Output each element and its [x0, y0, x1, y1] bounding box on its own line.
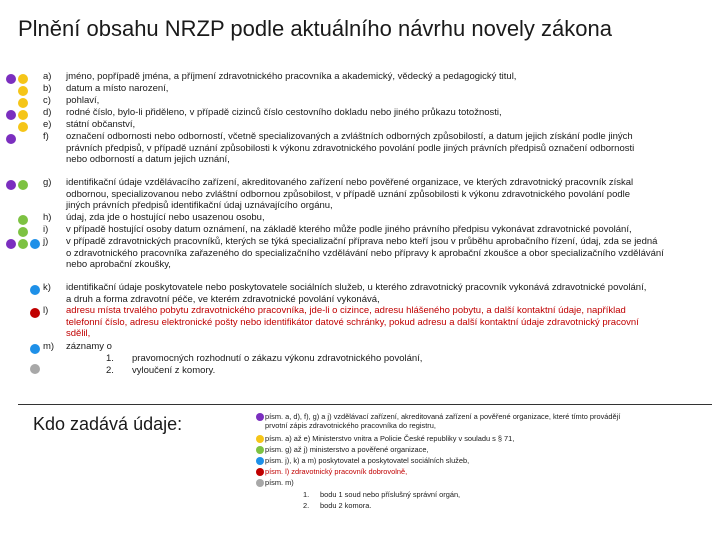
item-letter: e) — [43, 119, 52, 130]
item-text: jméno, popřípadě jména, a příjmení zdravotnického pracovníka a akademický, vědecký a pedagogický titul, — [66, 71, 517, 82]
yellow-marker-dot — [18, 86, 28, 96]
item-markers — [0, 0, 60, 380]
item-letter: d) — [43, 107, 52, 118]
item-letter: c) — [43, 95, 51, 106]
grey-legend-dot — [256, 479, 264, 487]
item-letter: i) — [43, 224, 49, 235]
purple-legend-dot — [256, 413, 264, 421]
blue-legend-dot — [256, 457, 264, 465]
green-marker-dot — [18, 215, 28, 225]
legend-text: písm. l) zdravotnický pracovník dobrovolně, — [265, 467, 408, 476]
page-title: Plnění obsahu NRZP podle aktuálního návrhu novely zákona — [18, 16, 612, 41]
item-text: označení odbornosti nebo odborností, včetně specializovaných a zvláštních odborných způsobilostí, a datum jejich získání podle jiných právních předpisů, v případě uznání způsobilosti k výkonu zdravotnického povolání podle jiných právních předpisů označení odbornosti nebo odborností a datum jejich uznání, — [66, 131, 635, 166]
item-text: adresu místa trvalého pobytu zdravotnického pracovníka, jde-li o cizince, adresu hlášeného pobytu, a další kontaktní údaje, například telefonní číslo, adresu elektronické pošty nebo identifikátor datové schránky, pokud adresu a další kontaktní údaje zdravotnický pracovní sdělil, — [66, 305, 639, 340]
green-marker-dot — [18, 239, 28, 249]
green-marker-dot — [18, 227, 28, 237]
item-letter: l) — [43, 305, 49, 316]
grey-marker-dot — [30, 364, 40, 374]
yellow-marker-dot — [18, 98, 28, 108]
purple-marker-dot — [6, 134, 16, 144]
item-text: v případě zdravotnických pracovníků, kterých se týká specializační příprava nebo kteří jsou v průběhu aprobačního řízení, údaj, zda se jedná o zdravotnického pracovníka zařazeného do specializačního vzdělávání nebo přípravy k aprobační zkoušce a obor specializačního vzdělávání nebo aprobační zkoušky, — [66, 236, 664, 271]
purple-marker-dot — [6, 239, 16, 249]
item-text: datum a místo narození, — [66, 83, 169, 94]
purple-marker-dot — [6, 74, 16, 84]
item-letter: b) — [43, 83, 52, 94]
item-letter: j) — [43, 236, 49, 247]
subitem-text: vyloučení z komory. — [132, 365, 216, 376]
item-text: pohlaví, — [66, 95, 100, 106]
legend-text: písm. a) až e) Ministerstvo vnitra a Policie České republiky v souladu s § 71, — [265, 434, 515, 443]
legend-text: písm. g) až j) ministerstvo a pověřené organizace, — [265, 445, 429, 454]
yellow-legend-dot — [256, 435, 264, 443]
red-marker-dot — [30, 308, 40, 318]
legend-text: písm. a, d), f), g) a j) vzdělávací zařízení, akreditovaná zařízení a pověřené organizace, které tímto provádějí prvotní zápis zdravotnického pracovníka do registru, — [265, 412, 621, 431]
who-enters-title: Kdo zadává údaje: — [33, 414, 183, 434]
subitem-number: 2. — [106, 365, 114, 376]
item-text: rodné číslo, bylo-li přiděleno, v případě cizinců číslo cestovního dokladu nebo jiného průkazu totožnosti, — [66, 107, 502, 118]
item-text: identifikační údaje poskytovatele nebo poskytovatele sociálních služeb, u kterého zdravotnický pracovník vykonává zdravotnické povolání, a druh a forma zdravotní péče, ve kterém zdravotnické povolání vykonává, — [66, 282, 647, 305]
item-text: státní občanství, — [66, 119, 136, 130]
legend-subitem-text: bodu 2 komora. — [320, 501, 372, 510]
legend-text: písm. m) — [265, 478, 294, 487]
subitem-text: pravomocných rozhodnutí o zákazu výkonu zdravotnického povolání, — [132, 353, 423, 364]
divider — [18, 404, 712, 405]
item-letter: g) — [43, 177, 52, 188]
item-text: údaj, zda jde o hostující nebo usazenou osobu, — [66, 212, 265, 223]
legend-subitem-number: 2. — [303, 501, 310, 510]
yellow-marker-dot — [18, 110, 28, 120]
yellow-marker-dot — [18, 122, 28, 132]
subitem-number: 1. — [106, 353, 114, 364]
legend-subitem-text: bodu 1 soud nebo příslušný správní orgán, — [320, 490, 461, 499]
item-letter: h) — [43, 212, 52, 223]
item-text: záznamy o — [66, 341, 112, 352]
item-letter: m) — [43, 341, 55, 352]
item-letter: a) — [43, 71, 52, 82]
blue-marker-dot — [30, 239, 40, 249]
red-legend-dot — [256, 468, 264, 476]
blue-marker-dot — [30, 285, 40, 295]
legend-text: písm. j), k) a m) poskytovatel a poskytovatel sociálních služeb, — [265, 456, 470, 465]
item-letter: k) — [43, 282, 51, 293]
item-letter: f) — [43, 131, 49, 142]
item-text: v případě hostující osoby datum oznámení, na základě kterého může podle jiného právního předpisu vykonávat zdravotnické povolání, — [66, 224, 632, 235]
item-text: identifikační údaje vzdělávacího zařízení, akreditovaného zařízení nebo pověřené organizace, ve kterých zdravotnický pracovník získal odbornou, specializovanou nebo zvláštní odbornou způsobilost, v případě uznání způsobilosti k výkonu zdravotnického povolání podle jiných právních předpisů identifikační údaj uznávajícího orgánu, — [66, 177, 634, 212]
purple-marker-dot — [6, 110, 16, 120]
green-legend-dot — [256, 446, 264, 454]
legend-subitem-number: 1. — [303, 490, 310, 499]
purple-marker-dot — [6, 180, 16, 190]
blue-marker-dot — [30, 344, 40, 354]
yellow-marker-dot — [18, 74, 28, 84]
green-marker-dot — [18, 180, 28, 190]
